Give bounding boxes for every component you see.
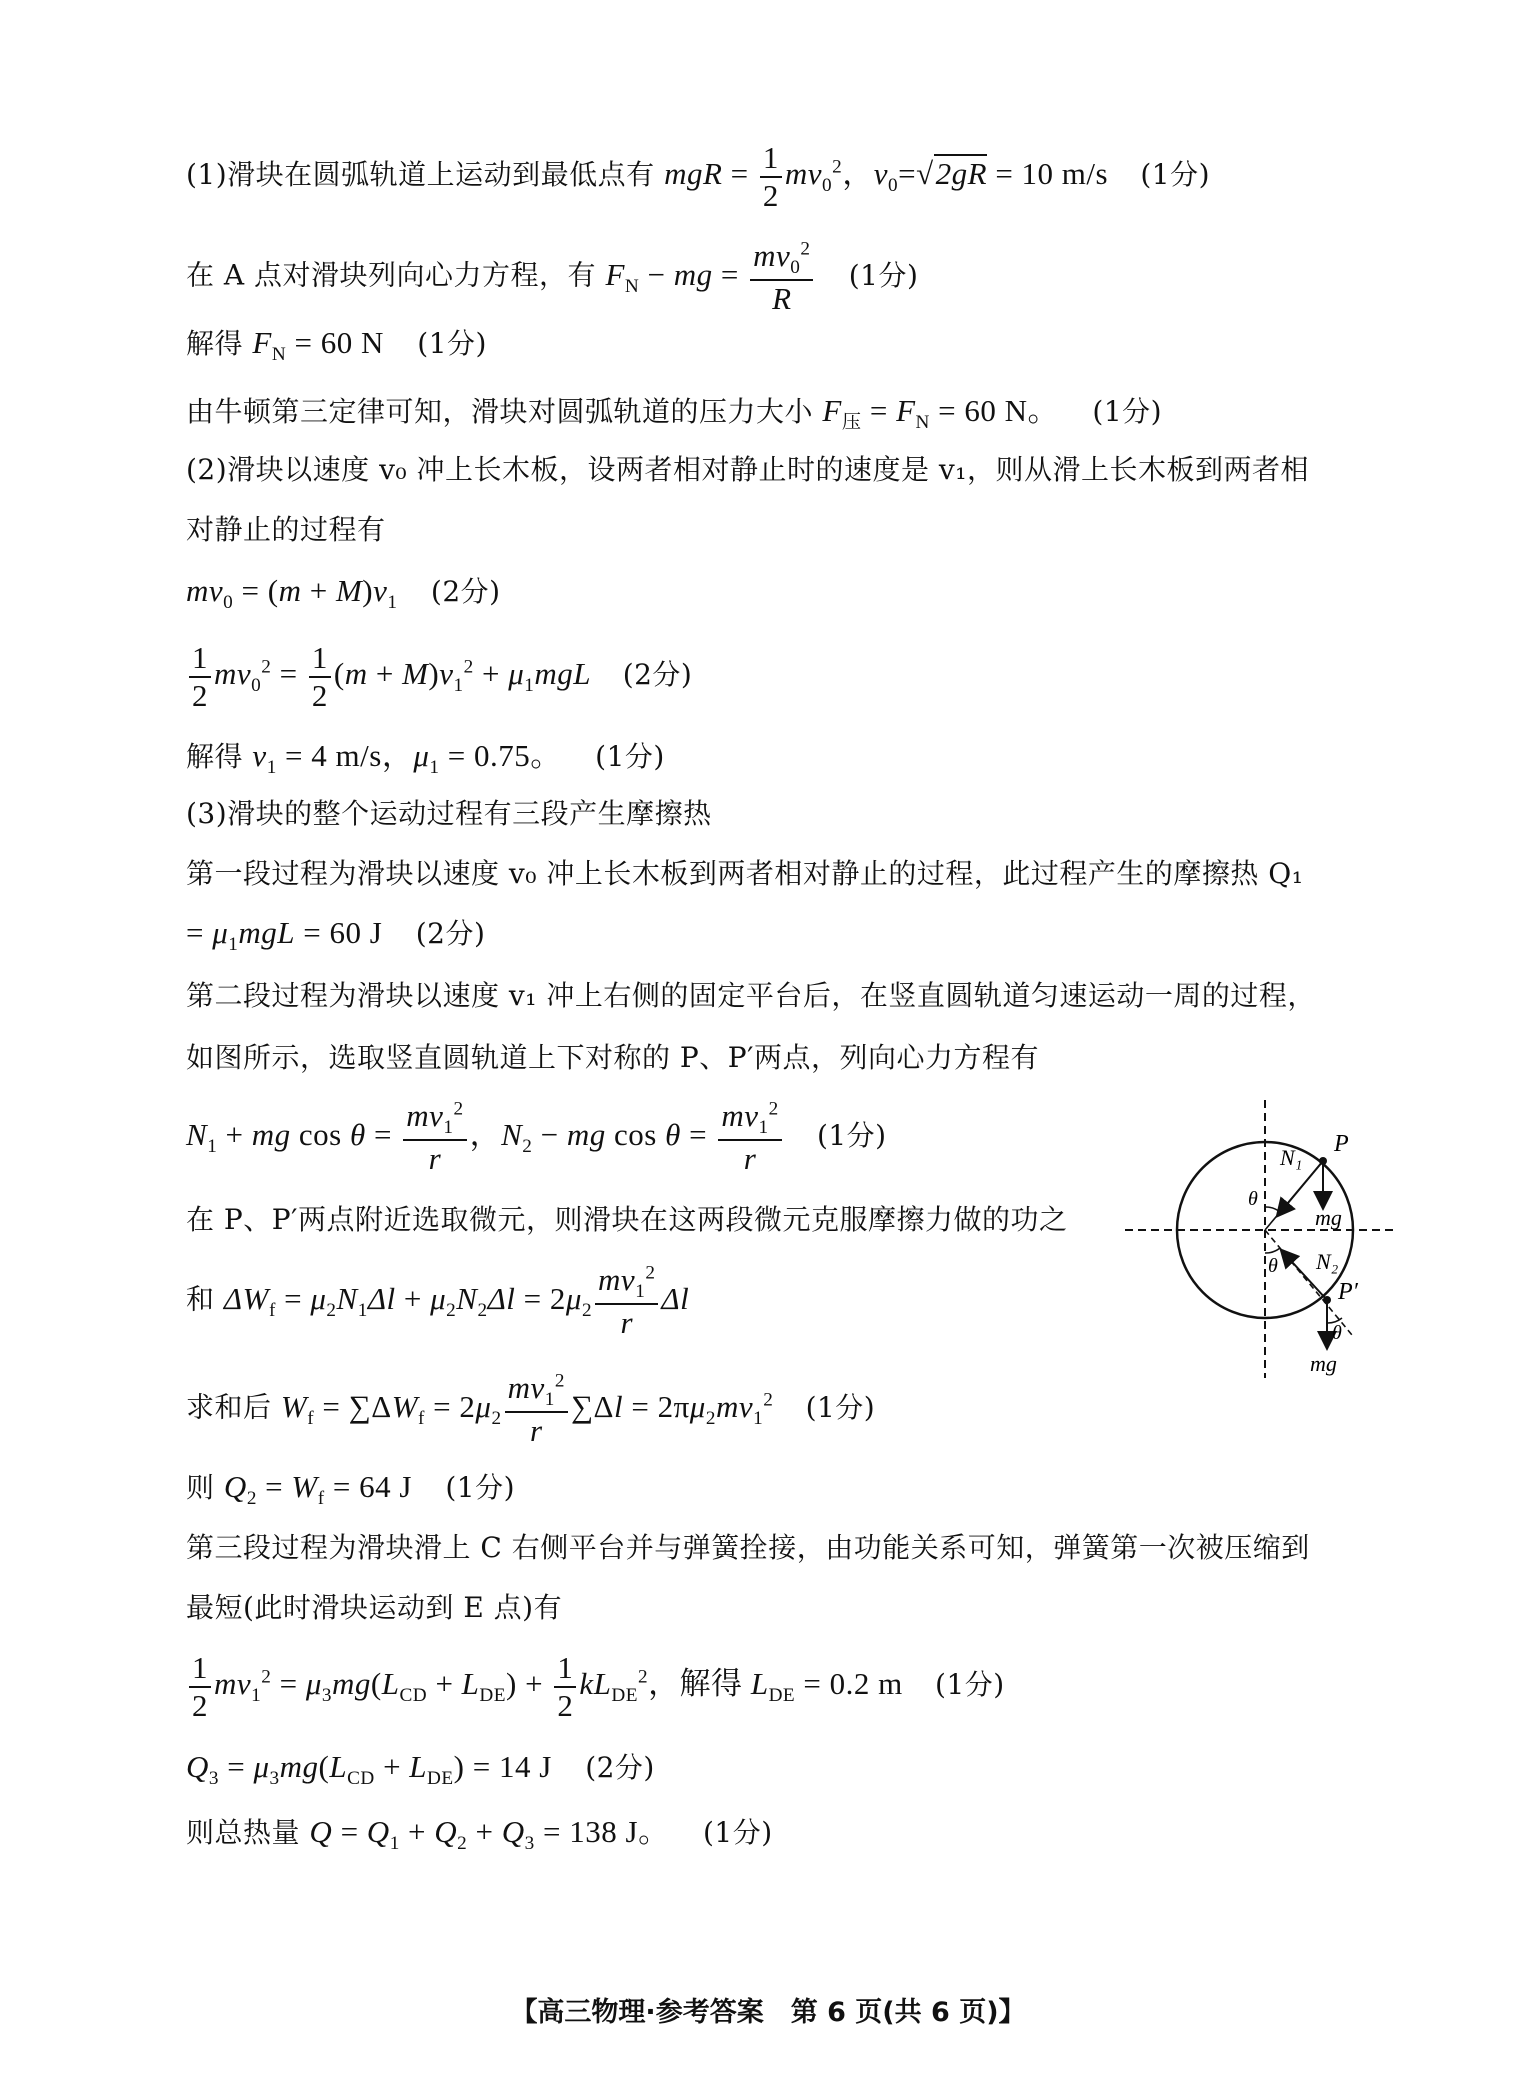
line-19-eq: $Q_2 = W_f = 64$ J <box>223 1469 412 1510</box>
line-7-eq: $mv_0 = (m + M)v_1$ <box>186 573 398 614</box>
line-4-score: (1分) <box>1092 395 1163 428</box>
line-22-score: (1分) <box>935 1667 1005 1701</box>
line-9-score: (1分) <box>595 740 665 773</box>
line-19-text: 则 <box>186 1471 215 1504</box>
line-3-score: (1分) <box>417 327 487 360</box>
line-21: 最短(此时滑块运动到 E 点)有 <box>186 1591 563 1624</box>
line-4-eq: $F_压 = F_N = 60$ N。 <box>822 393 1059 434</box>
label-theta-bottom: θ <box>1332 1322 1342 1344</box>
line-12-score: (2分) <box>415 917 486 950</box>
line-2-eq: $F_N$ − mg = $\frac{mv_0^2}{R}$ <box>605 257 824 292</box>
label-theta-lower: θ <box>1268 1255 1278 1277</box>
line-11: 第一段过程为滑块以速度 v₀ 冲上长木板到两者相对静止的过程，此过程产生的摩擦热 Q₁ <box>186 857 1304 890</box>
line-4 <box>186 385 1162 434</box>
line-24-text: 则总热量 <box>186 1816 301 1849</box>
line-23-eq: $Q_3 = \mu_3mg(L_{CD} + L_{DE}) = 14$ J <box>186 1749 552 1790</box>
label-P-prime: P′ <box>1338 1279 1358 1305</box>
label-N2: N₂ <box>1316 1249 1339 1274</box>
line-8 <box>186 640 692 713</box>
line-19-score: (1分) <box>445 1471 516 1504</box>
line-18-score: (1分) <box>805 1390 876 1424</box>
label-theta-upper: θ <box>1248 1188 1258 1210</box>
line-19 <box>186 1466 515 1510</box>
line-6: 对静止的过程有 <box>186 513 386 546</box>
line-17-text: 和 <box>186 1282 215 1316</box>
line-12 <box>186 912 485 956</box>
line-2 <box>186 238 918 317</box>
page-footer: 【高三物理·参考答案 第 6 页(共 6 页)】 <box>510 1997 1026 2028</box>
line-3-eq: $F_N = 60$ N <box>252 325 384 366</box>
line-7-score: (2分) <box>430 575 501 608</box>
line-17-eq: $\Delta W_f = \mu_2N_1\Delta l + \mu_2N_2\Delta l = 2\mu_2$ $\frac{mv_1^2}{r}$ Δl <box>223 1262 690 1341</box>
line-20: 第三段过程为滑块滑上 C 右侧平台并与弹簧拴接，由功能关系可知，弹簧第一次被压缩到 <box>186 1531 1310 1564</box>
line-9 <box>186 730 665 779</box>
theta-arc-upper <box>1265 1207 1280 1212</box>
line-14: 如图所示，选取竖直圆轨道上下对称的 P、P′两点，列向心力方程有 <box>186 1041 1039 1074</box>
line-1-text: (1)滑块在圆弧轨道上运动到最低点有 <box>186 157 655 191</box>
line-24 <box>186 1806 773 1855</box>
line-16: 在 P、P′两点附近选取微元，则滑块在这两段微元克服摩擦力做的功之 <box>186 1203 1068 1236</box>
line-4-text: 由牛顿第三定律可知，滑块对圆弧轨道的压力大小 <box>186 395 814 428</box>
line-3-text: 解得 <box>186 327 244 360</box>
line-17 <box>186 1262 689 1341</box>
label-N1: N₁ <box>1280 1145 1303 1170</box>
line-1-eq: mgR = $\frac{1}{2}$ $mv_0^2$，$v_0=√2gR = 10$ m/s <box>664 140 1109 213</box>
label-mg-lower: mg <box>1310 1351 1337 1376</box>
theta-arc-lower <box>1265 1248 1280 1253</box>
line-18-eq: $W_f = \sum\Delta W_f = 2\mu_2$ $\frac{mv_1^2}{r}$ $\sum\Delta l = 2\pi\mu_2mv_1^2$ <box>280 1370 774 1449</box>
line-13: 第二段过程为滑块以速度 v₁ 冲上右侧的固定平台后，在竖直圆轨道匀速运动一周的过程， <box>186 979 1316 1012</box>
line-1-score: (1分) <box>1140 157 1211 191</box>
line-23-score: (2分) <box>585 1751 655 1784</box>
line-18 <box>186 1370 875 1449</box>
line-12-eq: = $\mu_1mgL = 60$ J <box>186 915 383 956</box>
line-15-score: (1分) <box>816 1118 887 1152</box>
line-15-eq: $N_1$ + mg cos θ = $\frac{mv_1^2}{r}$ ，$N_2$ − mg cos θ = $\frac{mv_1^2}{r}$ <box>186 1117 793 1152</box>
label-P: P <box>1334 1131 1349 1157</box>
line-22-eq: $\frac{1}{2}$ $mv_1^2 = \mu_3mg(L_{CD} + L_{DE})$ + $\frac{1}{2}$ $kL_{DE}^2$，解得 $L_{DE} = 0.2$ m <box>186 1666 911 1701</box>
line-9-eq: $v_1 = 4$ m/s，$\mu_1 = 0.75$。 <box>252 738 562 779</box>
line-24-eq: $Q = Q_1 + Q_2 + Q_3 = 138$ J。 <box>309 1814 670 1855</box>
line-8-eq: $\frac{1}{2}$ $mv_0^2$ = $\frac{1}{2}$ $(m + M)v_1^2 + \mu_1mgL$ <box>186 656 599 691</box>
line-5: (2)滑块以速度 v₀ 冲上长木板，设两者相对静止时的速度是 v₁，则从滑上长木板到两者相 <box>186 453 1309 486</box>
circular-track-figure <box>1120 1095 1420 1385</box>
line-7 <box>186 570 501 614</box>
line-9-text: 解得 <box>186 740 244 773</box>
line-8-score: (2分) <box>622 657 693 691</box>
line-24-score: (1分) <box>702 1816 773 1849</box>
label-mg-upper: mg <box>1315 1205 1342 1230</box>
line-10: (3)滑块的整个运动过程有三段产生摩擦热 <box>186 797 712 830</box>
line-15 <box>186 1098 887 1177</box>
line-23 <box>186 1746 655 1790</box>
line-1 <box>186 140 1210 213</box>
line-2-text: 在 A 点对滑块列向心力方程，有 <box>186 258 597 292</box>
line-22 <box>186 1650 1005 1723</box>
line-18-text: 求和后 <box>186 1390 272 1424</box>
line-3 <box>186 322 487 366</box>
line-2-score: (1分) <box>848 258 919 292</box>
